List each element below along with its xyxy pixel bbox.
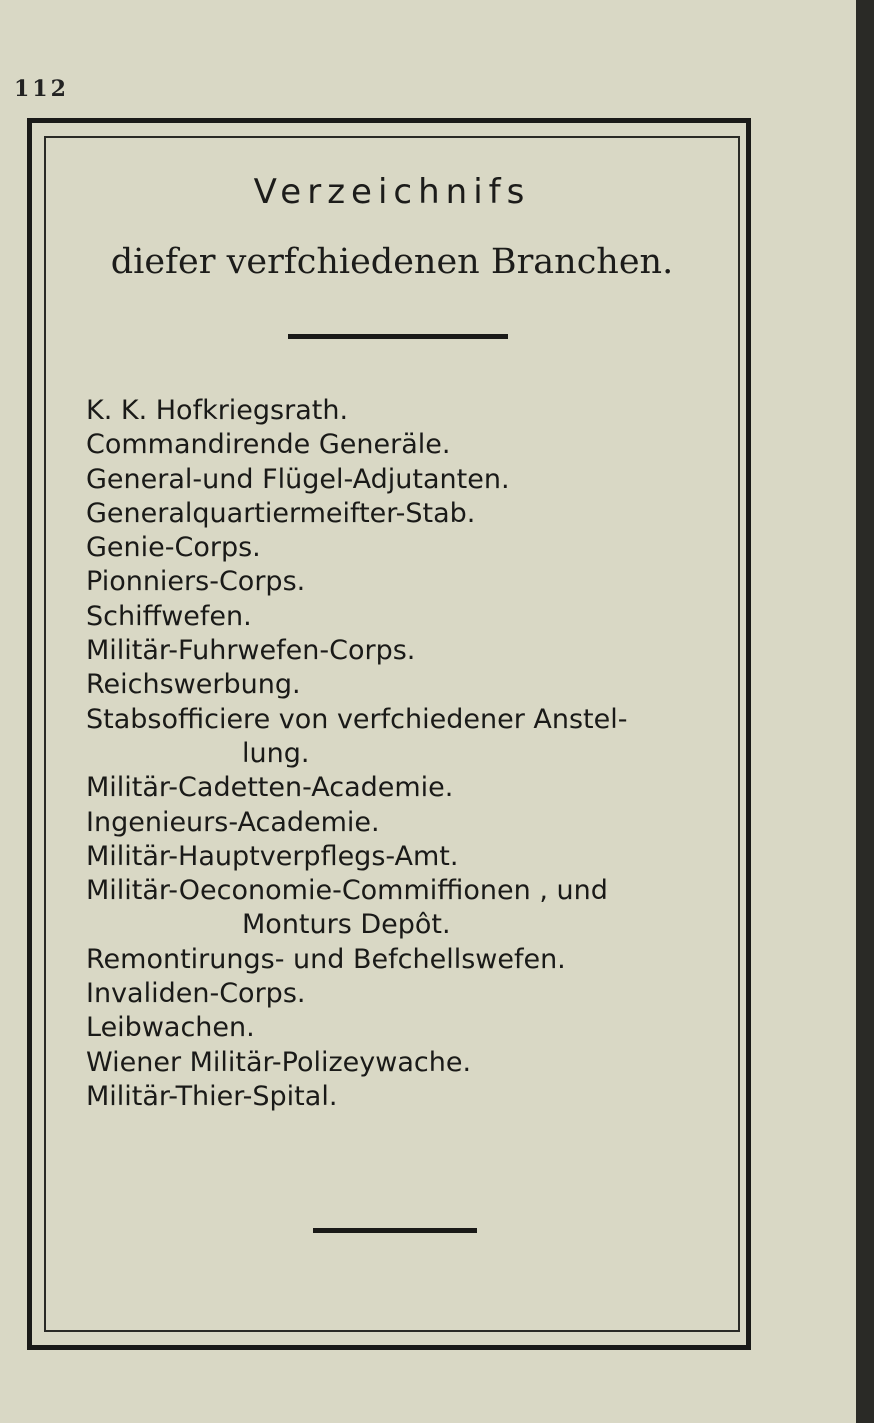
branch-list (86, 394, 736, 1114)
list-item: General-und Flügel-Adjutanten. (86, 463, 510, 495)
list-item: Commandirende Generäle. (86, 429, 451, 461)
list-item: Militär-Hauptverpflegs-Amt. (86, 840, 459, 872)
list-item: Ingenieurs-Academie. (86, 806, 380, 838)
list-item-continuation: lung. (242, 737, 310, 769)
list-item: Pionniers-Corps. (86, 566, 306, 598)
list-item-line: Militär-Oeconomie-Commiffionen , und (86, 875, 608, 907)
top-divider-rule (288, 334, 508, 339)
list-item: Leibwachen. (86, 1012, 255, 1044)
page-subtitle: diefer verfchiedenen Branchen. (110, 242, 674, 282)
list-item: K. K. Hofkriegsrath. (86, 395, 349, 426)
list-item: Remontirungs- und Befchellswefen. (86, 943, 566, 975)
list-item: Militär-Cadetten-Academie. (86, 772, 454, 804)
page-edge (856, 0, 874, 1423)
list-item: Generalquartiermeifter-Stab. (86, 497, 476, 529)
page-title: Verzeichnifs (253, 172, 531, 212)
list-item: Wiener Militär-Polizeywache. (86, 1046, 472, 1078)
bottom-divider-rule (313, 1228, 477, 1233)
list-item-line: Stabsofficiere von verfchiedener Anstel- (86, 703, 628, 735)
list-item: Militär-Thier-Spital. (86, 1080, 338, 1112)
list-item: Genie-Corps. (86, 532, 261, 564)
list-item-continuation: Monturs Depôt. (242, 909, 451, 941)
list-item: Schiffwefen. (86, 600, 252, 632)
page-number: 112 (14, 76, 69, 102)
list-item-wrapped (86, 874, 736, 943)
list-item: Reichswerbung. (86, 669, 301, 701)
list-item-wrapped (86, 703, 736, 772)
list-item: Invaliden-Corps. (86, 978, 306, 1010)
list-item: Militär-Fuhrwefen-Corps. (86, 635, 416, 667)
